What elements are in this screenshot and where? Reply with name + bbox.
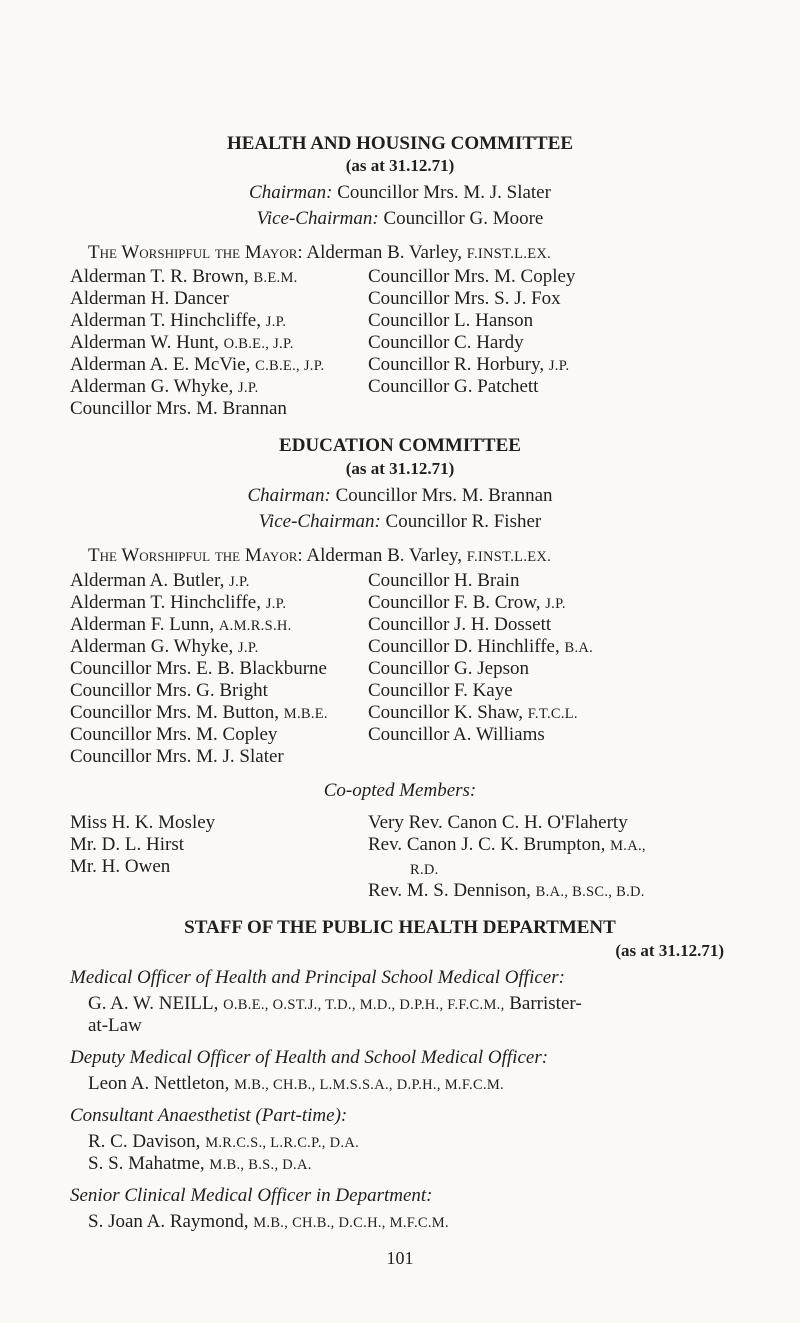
ed-member-left-7: Councillor Mrs. M. Copley [70, 724, 278, 745]
hh-member-left-0: Alderman T. R. Brown, B.E.M. [70, 266, 298, 287]
coopted-right-1: Rev. Canon J. C. K. Brumpton, M.A., [368, 834, 646, 855]
hh-member-right-0: Councillor Mrs. M. Copley [368, 266, 576, 287]
hh-member-left-1: Alderman H. Dancer [70, 288, 229, 309]
coopted-right-3: Rev. M. S. Dennison, B.A., B.SC., B.D. [368, 880, 645, 901]
ed-member-left-6: Councillor Mrs. M. Button, M.B.E. [70, 702, 328, 723]
education-title: EDUCATION COMMITTEE [279, 435, 521, 456]
senior-title: Senior Clinical Medical Officer in Department: [70, 1185, 433, 1206]
ed-member-right-6: Councillor K. Shaw, F.T.C.L. [368, 702, 578, 723]
hh-member-right-2: Councillor L. Hanson [368, 310, 534, 331]
ed-member-right-1: Councillor F. B. Crow, J.P. [368, 592, 566, 613]
staff-as-at: (as at 31.12.71) [615, 941, 724, 960]
ed-member-left-4: Councillor Mrs. E. B. Blackburne [70, 658, 327, 679]
moh-entry: G. A. W. NEILL, O.B.E., O.ST.J., T.D., M.D., D.P.H., F.F.C.M., Barrister- [88, 993, 582, 1014]
ed-member-right-0: Councillor H. Brain [368, 570, 520, 591]
ed-member-left-3: Alderman G. Whyke, J.P. [70, 636, 259, 657]
hh-member-left-2: Alderman T. Hinchcliffe, J.P. [70, 310, 287, 331]
ed-member-right-5: Councillor F. Kaye [368, 680, 513, 701]
ed-member-left-1: Alderman T. Hinchcliffe, J.P. [70, 592, 287, 613]
coopted-right-0: Very Rev. Canon C. H. O'Flaherty [368, 812, 628, 833]
hh-member-right-3: Councillor C. Hardy [368, 332, 524, 353]
anaesthetist-title: Consultant Anaesthetist (Part-time): [70, 1105, 348, 1126]
health-housing-vice-chairman: Vice-Chairman: Councillor G. Moore [256, 208, 544, 229]
health-housing-as-at: (as at 31.12.71) [345, 156, 455, 175]
education-vice-chairman: Vice-Chairman: Councillor R. Fisher [258, 511, 542, 532]
moh-title: Medical Officer of Health and Principal School Medical Officer: [70, 967, 565, 988]
health-housing-chairman: Chairman: Councillor Mrs. M. J. Slater [249, 182, 551, 203]
hh-member-left-4: Alderman A. E. McVie, C.B.E., J.P. [70, 354, 325, 375]
anaesthetist-entry-1: S. S. Mahatme, M.B., B.S., D.A. [88, 1153, 312, 1174]
senior-entry: S. Joan A. Raymond, M.B., CH.B., D.C.H., M.F.C.M. [88, 1211, 449, 1232]
ed-member-left-0: Alderman A. Butler, J.P. [70, 570, 250, 591]
deputy-entry: Leon A. Nettleton, M.B., CH.B., L.M.S.S.A., D.P.H., M.F.C.M. [88, 1073, 504, 1094]
hh-member-left-5: Alderman G. Whyke, J.P. [70, 376, 259, 397]
ed-member-left-2: Alderman F. Lunn, A.M.R.S.H. [70, 614, 292, 635]
education-chairman: Chairman: Councillor Mrs. M. Brannan [247, 485, 553, 506]
coopted-left-2: Mr. H. Owen [70, 856, 171, 877]
ed-member-left-5: Councillor Mrs. G. Bright [70, 680, 268, 701]
hh-member-left-3: Alderman W. Hunt, O.B.E., J.P. [70, 332, 294, 353]
ed-member-right-7: Councillor A. Williams [368, 724, 545, 745]
education-mayor: The Worshipful the Mayor: Alderman B. Varley, F.INST.L.EX. [88, 545, 552, 566]
hh-member-right-4: Councillor R. Horbury, J.P. [368, 354, 570, 375]
hh-member-right-1: Councillor Mrs. S. J. Fox [368, 288, 561, 309]
coopted-right-2: R.D. [410, 862, 439, 878]
hh-member-left-6: Councillor Mrs. M. Brannan [70, 398, 287, 419]
ed-member-right-3: Councillor D. Hinchliffe, B.A. [368, 636, 594, 657]
moh-entry-cont: at-Law [88, 1015, 142, 1036]
hh-member-right-5: Councillor G. Patchett [368, 376, 539, 397]
page-number: 101 [386, 1248, 414, 1268]
coopted-left-0: Miss H. K. Mosley [70, 812, 216, 833]
ed-member-right-4: Councillor G. Jepson [368, 658, 529, 679]
health-housing-mayor: The Worshipful the Mayor: Alderman B. Varley, F.INST.L.EX. [88, 242, 552, 263]
coopted-heading: Co-opted Members: [323, 780, 477, 801]
ed-member-left-8: Councillor Mrs. M. J. Slater [70, 746, 284, 767]
education-as-at: (as at 31.12.71) [345, 459, 455, 478]
anaesthetist-entry-0: R. C. Davison, M.R.C.S., L.R.C.P., D.A. [88, 1131, 360, 1152]
deputy-title: Deputy Medical Officer of Health and School Medical Officer: [70, 1047, 549, 1068]
staff-title: STAFF OF THE PUBLIC HEALTH DEPARTMENT [184, 917, 616, 938]
health-housing-title: HEALTH AND HOUSING COMMITTEE [226, 133, 574, 154]
ed-member-right-2: Councillor J. H. Dossett [368, 614, 552, 635]
coopted-left-1: Mr. D. L. Hirst [70, 834, 184, 855]
